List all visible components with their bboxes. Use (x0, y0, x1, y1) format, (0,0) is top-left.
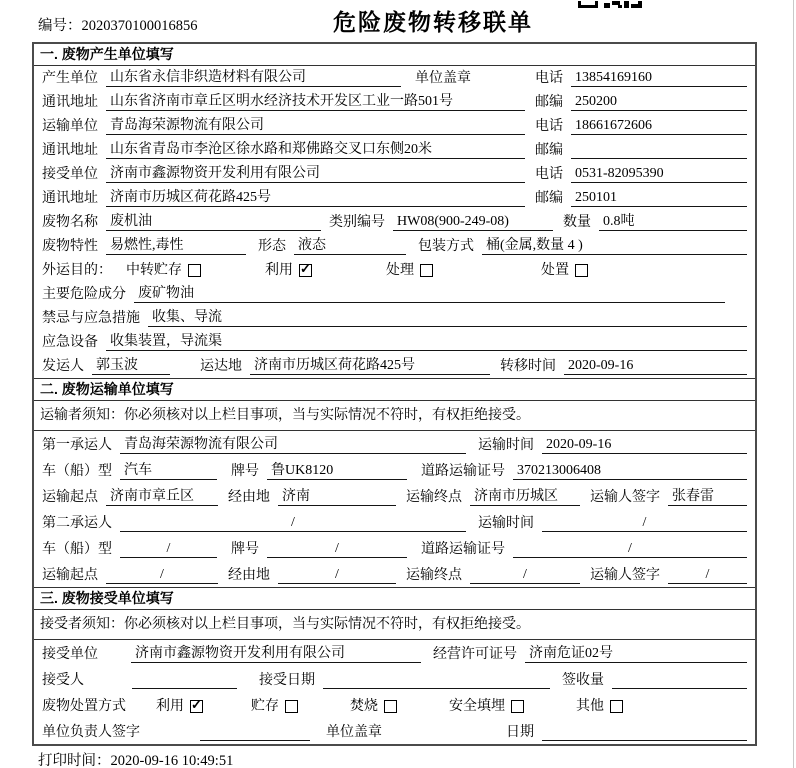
first-terminus-label: 运输终点 (406, 490, 462, 505)
row-first-carrier (34, 431, 755, 457)
consignor-value: 郭玉波 (92, 354, 170, 375)
section-transporter (34, 378, 755, 587)
unit-seal-label: 单位盖章 (415, 71, 471, 86)
transporter-unit-label: 运输单位 (42, 119, 98, 134)
row-producer-address (34, 90, 755, 114)
page-edge-divider (793, 0, 794, 768)
section-receiver-title: 三. 废物接受单位填写 (34, 588, 755, 610)
receiver-notice: 接受者须知：你必须核对以上栏目事项，当与实际情况不符时，有权拒绝接受。 (34, 610, 755, 640)
document-number-label: 编号： (38, 18, 82, 34)
first-transport-date-label: 运输时间 (478, 438, 534, 453)
row-first-route (34, 483, 755, 509)
row-receiving-unit (34, 640, 755, 666)
row-responsible-signature (34, 718, 755, 744)
print-time-value: 2020-09-16 10:49:51 (110, 753, 234, 768)
document-number-value: 2020370100016856 (81, 18, 198, 34)
row-receiver-right (535, 163, 747, 183)
checkbox-transit-storage (188, 264, 201, 277)
purpose-utilize-label: 利用 (265, 263, 293, 278)
receiving-person-value (132, 672, 237, 689)
quantity-label: 数量 (563, 215, 591, 230)
destination-label: 运达地 (200, 359, 242, 374)
receiver-seal-label: 单位盖章 (326, 725, 382, 740)
section-producer (34, 44, 755, 378)
seal-date-value (542, 724, 747, 741)
second-road-permit-label: 道路运输证号 (421, 542, 505, 557)
producer-unit-value: 山东省永信非织造材料有限公司 (106, 66, 401, 87)
consignor-label: 发运人 (42, 359, 84, 374)
transporter-address-value: 山东省青岛市李沧区徐水路和郑佛路交叉口东侧20米 (106, 138, 525, 159)
transfer-purpose-label: 外运目的： (42, 263, 112, 278)
second-carrier-value: / (120, 515, 466, 532)
row-transporter-unit (34, 114, 755, 138)
checkbox-disposal-incinerate (384, 700, 397, 713)
seal-date-label: 日期 (506, 725, 534, 740)
category-code-label: 类别编号 (329, 215, 385, 230)
checkbox-disposal-other (610, 700, 623, 713)
transfer-date-label: 转移时间 (500, 359, 556, 374)
row-receiver-left (42, 162, 535, 183)
purpose-option-dispose (541, 259, 588, 279)
transporter-unit-value: 青岛海荣源物流有限公司 (106, 114, 525, 135)
first-vehicle-type-value: 汽车 (120, 459, 217, 480)
row-producer-address-left (42, 90, 535, 111)
received-quantity-label: 签收量 (562, 673, 604, 688)
disposal-landfill-label: 安全填埋 (449, 699, 505, 714)
row-taboo-measures (34, 306, 755, 330)
receiving-date-label: 接受日期 (259, 673, 315, 688)
row-transporter-address (34, 138, 755, 162)
producer-postcode-label: 邮编 (535, 95, 563, 110)
row-producer-unit (34, 66, 755, 90)
taboo-measures-value: 收集、导流 (148, 306, 747, 327)
row-transporter-right (535, 115, 747, 135)
row-consignor (34, 354, 755, 378)
receiving-person-label: 接受人 (42, 673, 84, 688)
row-second-vehicle (34, 535, 755, 561)
hazard-component-label: 主要危险成分 (42, 287, 126, 302)
license-no-value: 济南危证02号 (525, 642, 747, 663)
row-waste-name (34, 210, 755, 234)
second-origin-label: 运输起点 (42, 568, 98, 583)
second-vehicle-type-value: / (120, 541, 217, 558)
page-title: 危险废物转移联单 (333, 9, 533, 35)
transporter-notice: 运输者须知：你必须核对以上栏目事项，当与实际情况不符时，有权拒绝接受。 (34, 401, 755, 431)
form-label: 形态 (258, 239, 286, 254)
first-carrier-label: 第一承运人 (42, 438, 112, 453)
second-via-value: / (278, 567, 396, 584)
second-plate-label: 牌号 (231, 542, 259, 557)
disposal-incinerate-label: 焚烧 (350, 699, 378, 714)
waste-character-value: 易燃性,毒性 (106, 234, 246, 255)
second-terminus-value: / (470, 567, 580, 584)
second-carrier-sign-value: / (668, 567, 747, 584)
first-transport-date-value: 2020-09-16 (542, 437, 747, 454)
section-receiver (34, 587, 755, 744)
second-terminus-label: 运输终点 (406, 568, 462, 583)
form-value: 液态 (294, 234, 406, 255)
receiving-unit-label: 接受单位 (42, 647, 98, 662)
first-origin-label: 运输起点 (42, 490, 98, 505)
section-transporter-title: 二. 废物运输单位填写 (34, 379, 755, 401)
first-plate-label: 牌号 (231, 464, 259, 479)
receiver-address-label: 通讯地址 (42, 191, 98, 206)
row-waste-character (34, 234, 755, 258)
second-origin-value: / (106, 567, 218, 584)
transfer-date-value: 2020-09-16 (564, 358, 747, 375)
row-emergency-equipment (34, 330, 755, 354)
second-vehicle-type-label: 车（船）型 (42, 542, 112, 557)
taboo-measures-label: 禁忌与应急措施 (42, 311, 140, 326)
row-transporter-address-right (535, 139, 747, 159)
purpose-option-utilize (265, 259, 312, 279)
second-plate-value: / (267, 541, 407, 558)
license-no-label: 经营许可证号 (433, 647, 517, 662)
disposal-option-landfill (449, 695, 524, 715)
disposal-option-other (576, 695, 623, 715)
waste-character-label: 废物特性 (42, 239, 98, 254)
second-carrier-sign-label: 运输人签字 (590, 568, 660, 583)
receiver-phone-label: 电话 (535, 167, 563, 182)
purpose-option-transit-storage (126, 259, 201, 279)
second-road-permit-value: / (513, 541, 747, 558)
row-receiver-address-right (535, 187, 747, 207)
disposal-storage-label: 贮存 (251, 699, 279, 714)
waste-name-value: 废机油 (106, 210, 321, 231)
row-receiving-person (34, 666, 755, 692)
received-quantity-value (612, 672, 747, 689)
transporter-phone-label: 电话 (535, 119, 563, 134)
row-hazard-component (34, 282, 755, 306)
receiving-date-value (323, 672, 550, 689)
waste-name-label: 废物名称 (42, 215, 98, 230)
first-carrier-sign-label: 运输人签字 (590, 490, 660, 505)
transporter-address-label: 通讯地址 (42, 143, 98, 158)
row-disposal-method (34, 692, 755, 718)
row-receiver-unit (34, 162, 755, 186)
first-terminus-value: 济南市历城区 (470, 485, 580, 506)
purpose-transit-storage-label: 中转贮存 (126, 263, 182, 278)
checkbox-dispose (575, 264, 588, 277)
receiver-postcode-value: 250101 (571, 190, 747, 207)
print-time (38, 749, 233, 768)
producer-phone-value: 13854169160 (571, 70, 747, 87)
transporter-phone-value: 18661672606 (571, 118, 747, 135)
first-via-value: 济南 (278, 485, 396, 506)
row-producer-right (535, 67, 747, 87)
packaging-value: 桶(金属,数量 4 ) (482, 234, 747, 255)
disposal-option-utilize (156, 695, 203, 715)
row-producer-address-right (535, 91, 747, 111)
print-time-label: 打印时间： (38, 753, 111, 768)
checkbox-treat (420, 264, 433, 277)
manifest-table (32, 42, 757, 746)
producer-phone-label: 电话 (535, 71, 563, 86)
first-road-permit-label: 道路运输证号 (421, 464, 505, 479)
transporter-postcode-label: 邮编 (535, 143, 563, 158)
row-transporter-address-left (42, 138, 535, 159)
destination-value: 济南市历城区荷花路425号 (250, 354, 490, 375)
receiver-phone-value: 0531-82095390 (571, 166, 747, 183)
first-carrier-value: 青岛海荣源物流有限公司 (120, 433, 466, 454)
purpose-treat-label: 处理 (386, 263, 414, 278)
disposal-method-label: 废物处置方式 (42, 699, 126, 714)
row-producer-left (42, 66, 535, 87)
first-vehicle-type-label: 车（船）型 (42, 464, 112, 479)
purpose-option-treat (386, 259, 433, 279)
receiver-address-value: 济南市历城区荷花路425号 (106, 186, 525, 207)
first-carrier-sign-value: 张春雷 (668, 485, 747, 506)
checkbox-utilize (299, 264, 312, 277)
row-first-vehicle (34, 457, 755, 483)
producer-address-value: 山东省济南市章丘区明水经济技术开发区工业一路501号 (106, 90, 525, 111)
row-second-route (34, 561, 755, 587)
disposal-other-label: 其他 (576, 699, 604, 714)
first-road-permit-value: 370213006408 (513, 463, 747, 480)
second-transport-date-label: 运输时间 (478, 516, 534, 531)
disposal-option-storage (251, 695, 298, 715)
producer-address-label: 通讯地址 (42, 95, 98, 110)
row-second-carrier (34, 509, 755, 535)
second-transport-date-value: / (542, 515, 747, 532)
first-origin-value: 济南市章丘区 (106, 485, 218, 506)
transporter-postcode-value (571, 142, 747, 159)
row-receiver-address-left (42, 186, 535, 207)
section-producer-title: 一. 废物产生单位填写 (34, 44, 755, 66)
receiving-unit-value: 济南市鑫源物资开发利用有限公司 (131, 642, 421, 663)
quantity-value: 0.8吨 (599, 210, 747, 231)
row-receiver-address (34, 186, 755, 210)
receiver-unit-label: 接受单位 (42, 167, 98, 182)
emergency-equipment-label: 应急设备 (42, 335, 98, 350)
producer-unit-label: 产生单位 (42, 71, 98, 86)
purpose-dispose-label: 处置 (541, 263, 569, 278)
receiver-unit-value: 济南市鑫源物资开发利用有限公司 (106, 162, 525, 183)
document-header (0, 0, 796, 42)
first-via-label: 经由地 (228, 490, 270, 505)
checkbox-disposal-landfill (511, 700, 524, 713)
disposal-utilize-label: 利用 (156, 699, 184, 714)
emergency-equipment-value: 收集装置，导流渠 (106, 330, 747, 351)
hazard-component-value: 废矿物油 (134, 282, 725, 303)
qr-code-fragment-icon (578, 0, 646, 16)
receiver-postcode-label: 邮编 (535, 191, 563, 206)
checkbox-disposal-utilize (190, 700, 203, 713)
second-carrier-label: 第二承运人 (42, 516, 112, 531)
first-plate-value: 鲁UK8120 (267, 459, 407, 480)
checkbox-disposal-storage (285, 700, 298, 713)
producer-postcode-value: 250200 (571, 94, 747, 111)
disposal-option-incinerate (350, 695, 397, 715)
responsible-signature-label: 单位负责人签字 (42, 725, 140, 740)
row-transporter-left (42, 114, 535, 135)
packaging-label: 包装方式 (418, 239, 474, 254)
second-via-label: 经由地 (228, 568, 270, 583)
responsible-signature-value (200, 724, 310, 741)
category-code-value: HW08(900-249-08) (393, 214, 553, 231)
row-transfer-purpose (34, 258, 755, 282)
